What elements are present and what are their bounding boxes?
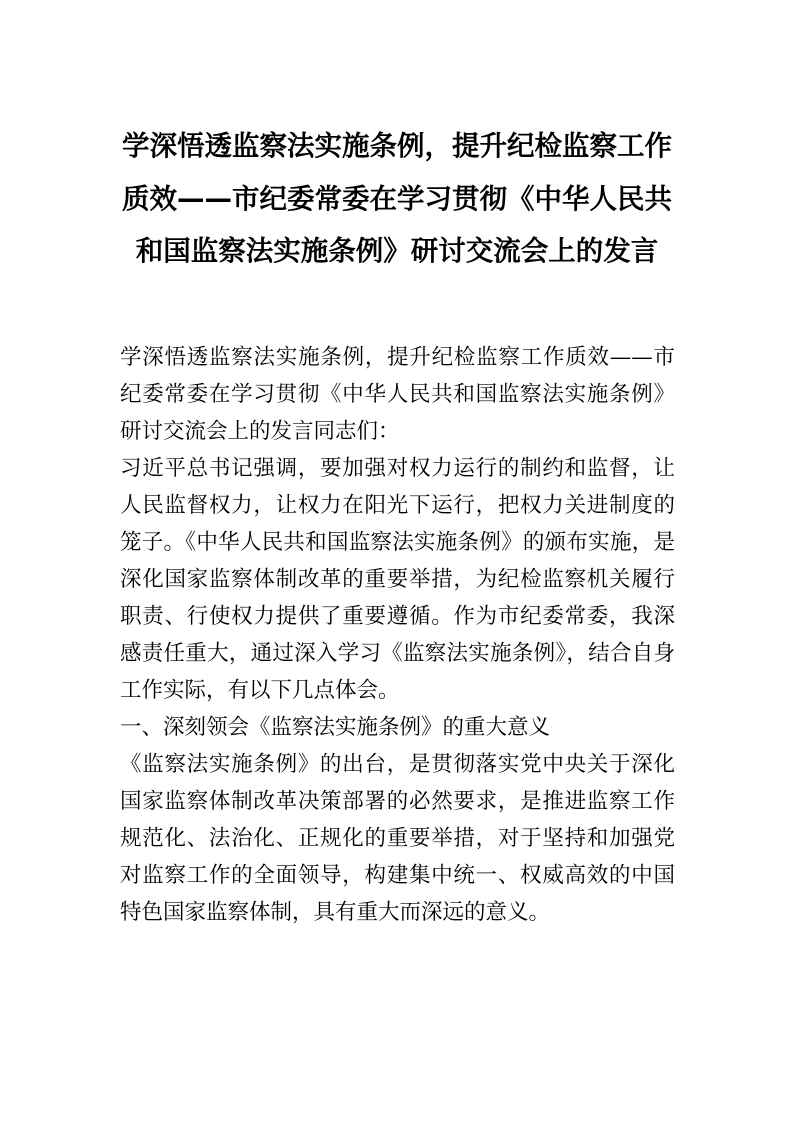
document-body bbox=[120, 339, 675, 931]
paragraph-introduction: 习近平总书记强调，要加强对权力运行的制约和监督，让人民监督权力，让权力在阳光下运行，把权力关进制度的笼子。《中华人民共和国监察法实施条例》的颁布实施，是深化国家监察体制改革的重要举措，为纪检监察机关履行职责、行使权力提供了重要遵循。作为市纪委常委，我深感责任重大，通过深入学习《监察法实施条例》，结合自身工作实际，有以下几点体会。 bbox=[120, 456, 675, 703]
paragraph-section-one: 《监察法实施条例》的出台，是贯彻落实党中央关于深化国家监察体制改革决策部署的必然要求，是推进监察工作规范化、法治化、正规化的重要举措，对于坚持和加强党对监察工作的全面领导，构建集中统一、权威高效的中国特色国家监察体制，具有重大而深远的意义。 bbox=[120, 752, 675, 925]
paragraph-opening: 学深悟透监察法实施条例，提升纪检监察工作质效——市纪委常委在学习贯彻《中华人民共和国监察法实施条例》研讨交流会上的发言同志们： bbox=[120, 345, 675, 444]
document-title: 学深悟透监察法实施条例，提升纪检监察工作质效——市纪委常委在学习贯彻《中华人民共和国监察法实施条例》研讨交流会上的发言 bbox=[122, 130, 672, 267]
section-heading: 一、深刻领会《监察法实施条例》的重大意义 bbox=[120, 715, 551, 740]
